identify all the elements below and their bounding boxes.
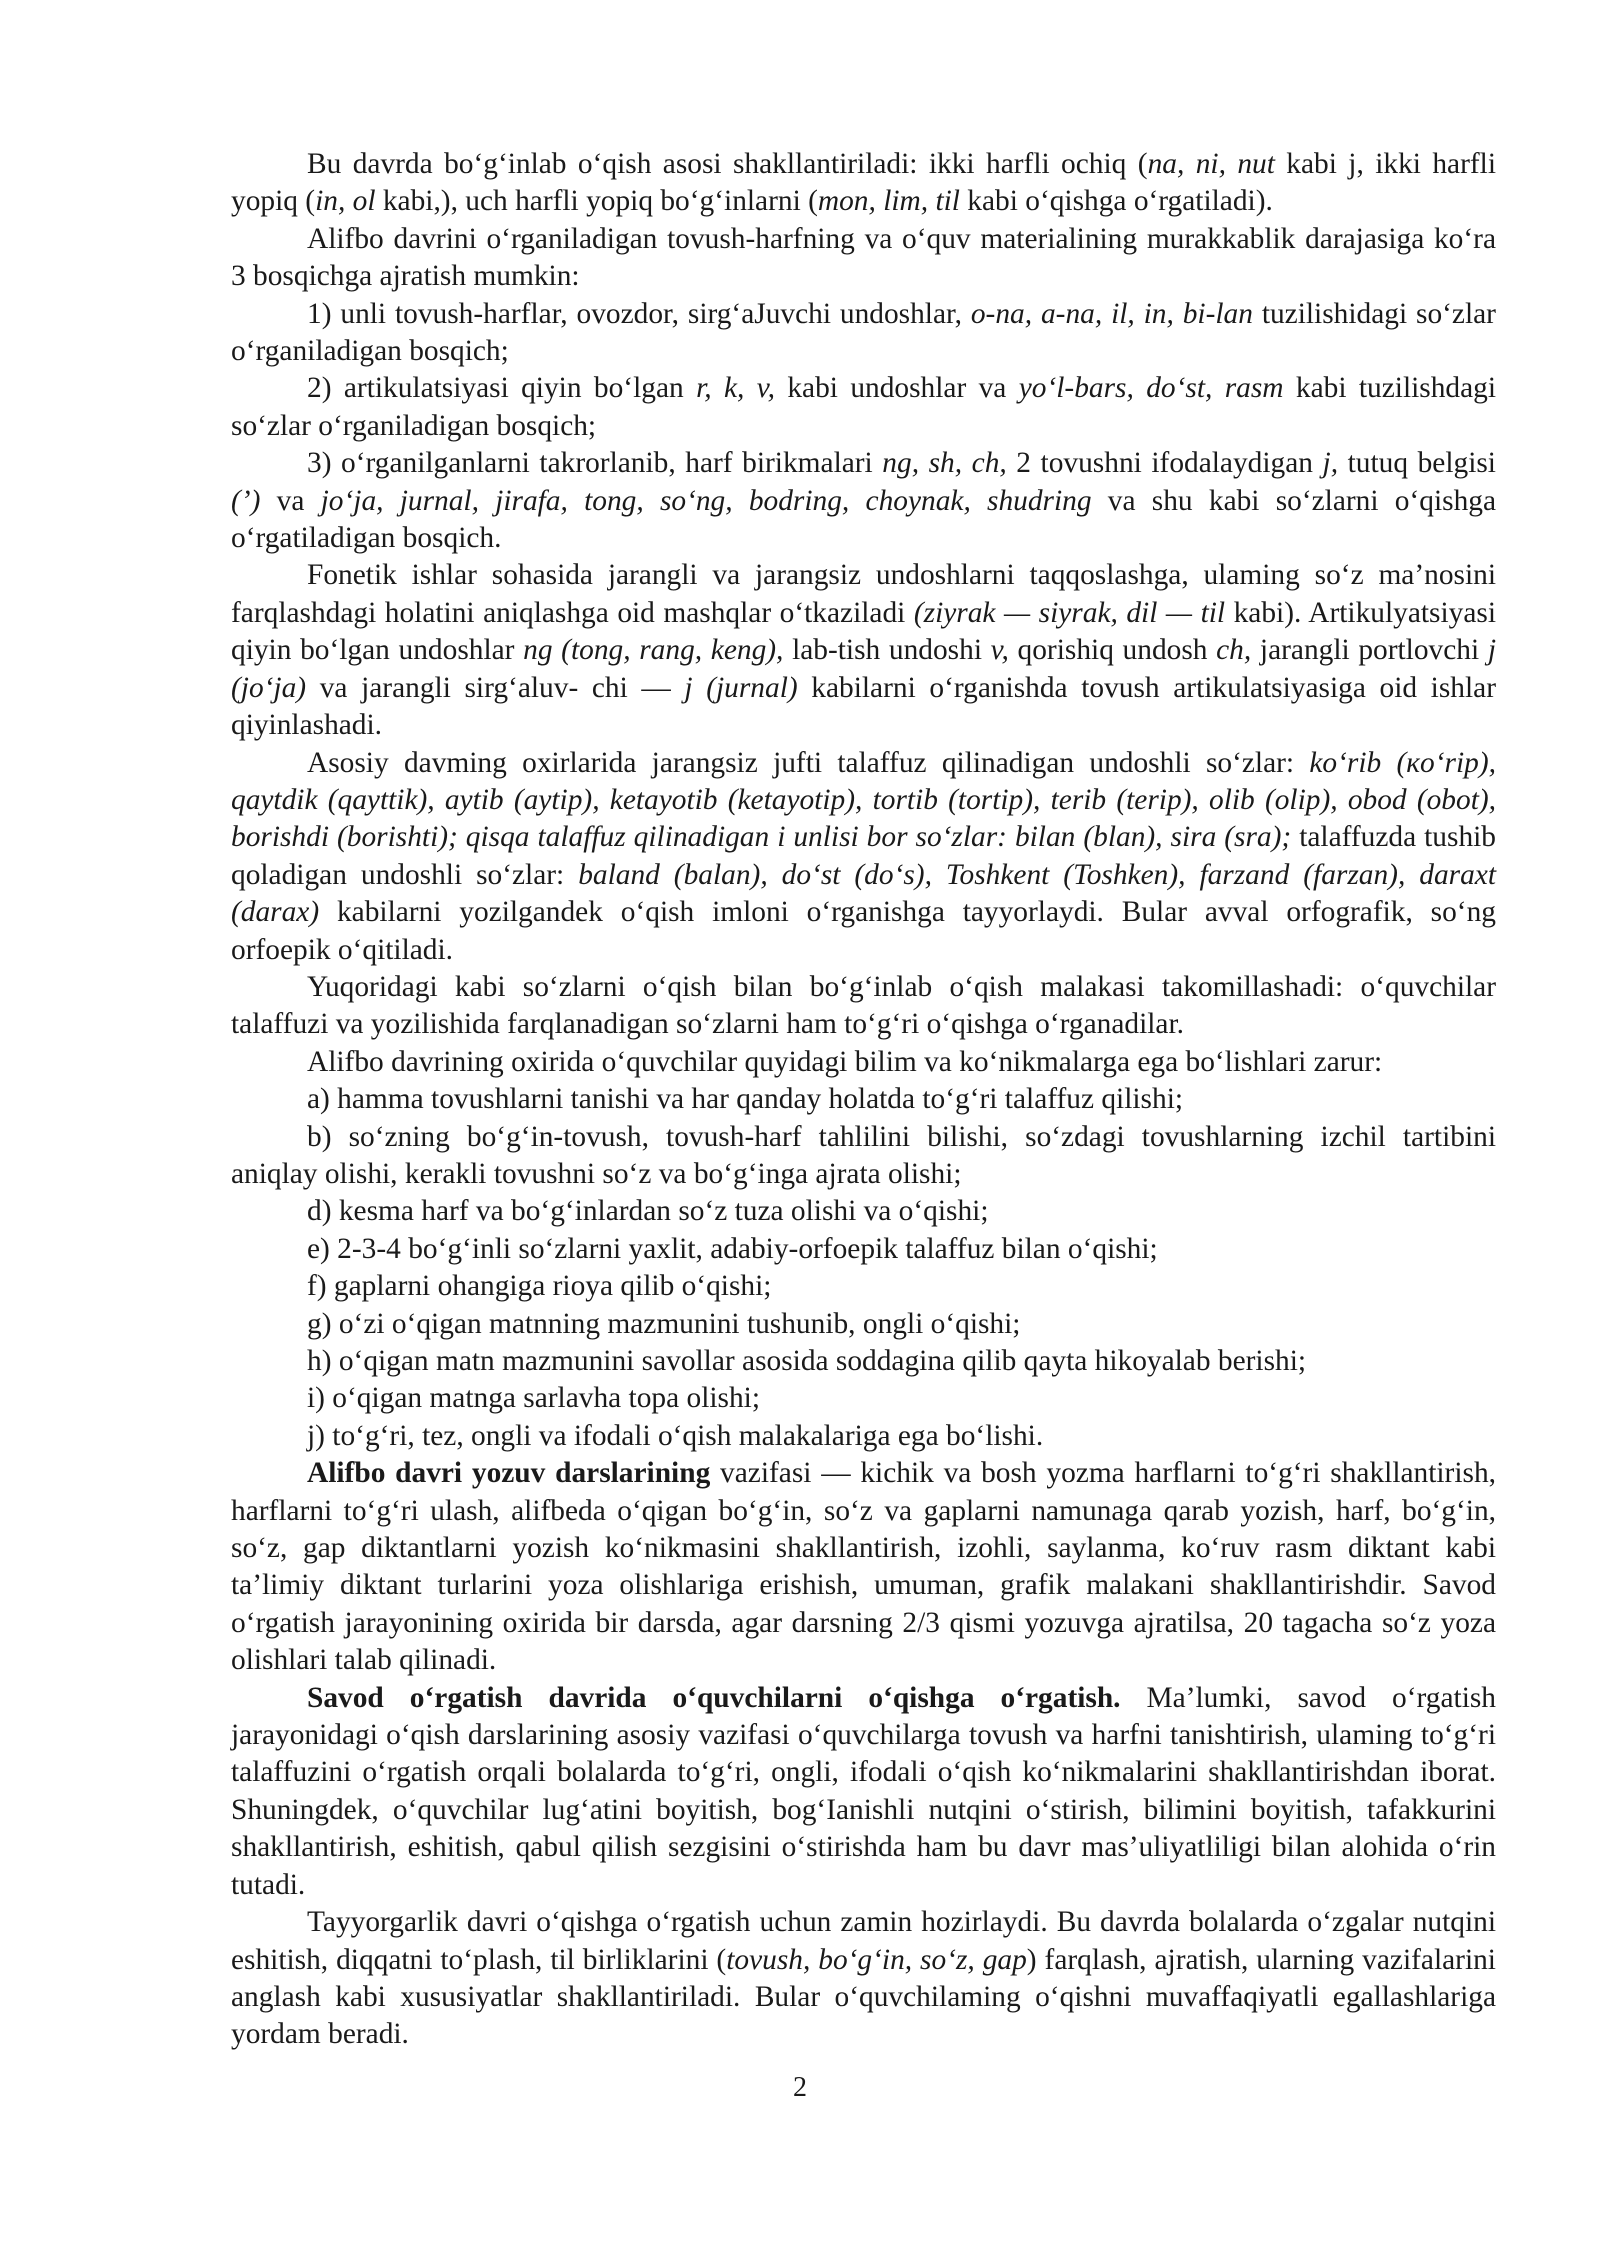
text-run: kabi undoshlar va <box>774 372 1019 405</box>
text-run: kabi j, ikki harfli yopiq ( <box>231 148 1497 218</box>
text-run: 2) artikulatsiyasi qiyin bo‘lgan <box>307 372 697 405</box>
text-run: kabi,), uch harfli yopiq bo‘g‘inlarni ( <box>375 185 818 218</box>
paragraph <box>231 1044 1496 1081</box>
paragraph <box>231 745 1496 969</box>
document-body <box>231 146 1496 2054</box>
text-run: 1) unli tovush-harflar, ovozdor, sirg‘aJuvchi undoshlar, <box>307 297 971 330</box>
text-run: e) 2-3-4 bo‘g‘inli so‘zlarni yaxlit, adabiy-orfoepik talaffuz bilan o‘qishi; <box>307 1232 1158 1265</box>
text-run: 2 tovushni ifodalaydigan <box>1006 447 1323 480</box>
paragraph <box>231 1193 1496 1230</box>
italic-run: j (jurnal) <box>684 671 798 704</box>
paragraph <box>231 221 1496 296</box>
paragraph <box>231 1343 1496 1380</box>
italic-run: baland (balan), do‘st (do‘s), Toshkent (Toshken), farzand (farzan), daraxt (darax) <box>231 858 1496 929</box>
bold-run: Savod o‘rgatish davrida o‘quvchilarni o‘qishga o‘rgatish. <box>307 1681 1121 1714</box>
paragraph <box>231 1904 1496 2054</box>
paragraph <box>231 1231 1496 1268</box>
paragraph <box>231 1418 1496 1455</box>
text-run: Alifbo davrini o‘rganiladigan tovush-harfning va o‘quv materialining murakkablik darajasiga ko‘ra 3 bosqichga ajratish mumkin: <box>231 222 1496 293</box>
text-run: g) o‘zi o‘qigan matnning mazmunini tushunib, ongli o‘qishi; <box>307 1307 1021 1340</box>
text-run: Asosiy davming oxirlarida jarangsiz jufti talaffuz qilinadigan undoshli so‘zlar: <box>307 746 1310 779</box>
text-run: kabilarni yozilgandek o‘qish imloni o‘rganishga tayyorlaydi. Bular avval orfografik, so‘ng orfoepik o‘qitiladi. <box>231 896 1496 966</box>
text-run: b) so‘zning bo‘g‘in-tovush, tovush-harf tahlilini bilishi, so‘zdagi tovushlarning izchil tartibini aniqlay olishi, kerakli tovushni so‘z va bo‘g‘inga ajrata olishi; <box>231 1120 1496 1190</box>
text-run: tuzilishidagi so‘zlar o‘rganiladigan bosqich; <box>231 297 1496 368</box>
paragraph <box>231 969 1496 1044</box>
text-run: qorishiq undosh <box>1008 634 1217 667</box>
italic-run: r, k, v, <box>696 372 775 405</box>
text-run: tutuq belgisi <box>1338 447 1496 480</box>
paragraph <box>231 1119 1496 1194</box>
text-run: j) to‘g‘ri, tez, ongli va ifodali o‘qish malakalariga ega bo‘lishi. <box>307 1419 1044 1452</box>
text-run: a) hamma tovushlarni tanishi va har qanday holatda to‘g‘ri talaffuz qilishi; <box>307 1083 1184 1116</box>
text-run: i) o‘qigan matnga sarlavha topa olishi; <box>307 1382 760 1415</box>
italic-run: mon, lim, til <box>817 185 960 218</box>
italic-run: (’) <box>231 484 261 517</box>
paragraph <box>231 1306 1496 1343</box>
italic-run: ng, sh, ch, <box>882 447 1007 480</box>
text-run: Tayyorgarlik davri o‘qishga o‘rgatish uchun zamin hozirlaydi. Bu davrda bolalarda o‘zgalar nutqini eshitish, diqqatni to‘plash, til birliklarini ( <box>231 1906 1496 1976</box>
text-run: kabi). Artikulyatsiyasi qiyin bo‘lgan undoshlar <box>231 596 1496 667</box>
paragraph <box>231 370 1496 445</box>
italic-run: (ziyrak — siyrak, dil — til <box>913 596 1226 629</box>
italic-run: o-na, a-na, il, in, bi-lan <box>970 297 1253 330</box>
text-run: Alifbo davrining oxirida o‘quvchilar quyidagi bilim va ko‘nikmalarga ega bo‘lishlari zarur: <box>307 1045 1383 1078</box>
text-run: vazifasi — kichik va bosh yozma harflarni to‘g‘ri shakllantirish, harflarni to‘g‘ri ulash, alifbeda o‘qigan bo‘g‘in, so‘z va gaplarni namunaga qarab yozish, harf, bo‘g‘in, so‘z, gap diktantlarni yozish ko‘nikmasini shakllantirish, izohli, saylanma, ko‘ruv rasm diktant kabi ta’limiy diktant turlarini yoza olishlariga erishish, umuman, grafik malakani shakllantirishdir. Savod o‘rgatish jarayonining oxirida bir darsda, agar darsning 2/3 qismi yozuvga ajratilsa, 20 tagacha so‘z yoza olishlari talab qilinadi. <box>231 1457 1496 1677</box>
paragraph <box>231 1268 1496 1305</box>
text-run: va jarangli sirg‘aluv- chi — <box>306 671 685 704</box>
italic-run: na, ni, nut <box>1147 148 1275 180</box>
page-number: 2 <box>793 2072 807 2103</box>
text-run: va <box>260 484 321 517</box>
italic-run: jo‘ja, jurnal, jirafa, tong, so‘ng, bodring, choynak, shudring <box>320 484 1092 517</box>
text-run: kabilarni o‘rganishda tovush artikulatsiyasiga oid ishlar qiyinlashadi. <box>231 671 1496 742</box>
text-run: Yuqoridagi kabi so‘zlarni o‘qish bilan bo‘g‘inlab o‘qish malakasi takomillashadi: o‘quvchilar talaffuzi va yozilishida farqlanadigan so‘zlarni ham to‘g‘ri o‘qishga o‘rganadilar. <box>231 970 1496 1041</box>
italic-run: v, <box>990 634 1009 667</box>
text-run: d) kesma harf va bo‘g‘inlardan so‘z tuza olishi va o‘qishi; <box>307 1195 989 1228</box>
paragraph <box>231 557 1496 744</box>
italic-run: in, ol <box>315 185 376 218</box>
text-run: h) o‘qigan matn mazmunini savollar asosida soddagina qilib qayta hikoyalab berishi; <box>307 1345 1307 1377</box>
text-run: ) farqlash, ajratish, ularning vazifalarini anglash kabi xususiyatlar shakllantiriladi. Bular o‘quvchilaming o‘qishni muvaffaqiyatli egallashlariga yordam beradi. <box>231 1943 1496 2051</box>
text-run: va shu kabi so‘zlarni o‘qishga o‘rgatiladigan bosqich. <box>231 484 1497 555</box>
text-run: talaffuzda tushib qoladigan undoshli so‘zlar: <box>231 821 1496 891</box>
italic-run: tovush, bo‘g‘in, so‘z, gap <box>726 1943 1027 1976</box>
italic-run: j (jo‘ja) <box>231 634 1496 704</box>
italic-run: ko‘rib (кo‘rip), qaytdik (qayttik), aytib (aytip), ketayotib (ketayotip), tortib (tortip), terib (terip), olib (olip), obod (obot), borishdi (borishti); qisqa talaffuz qilinadigan i unlisi bor so‘zlar: bilan (blan), sira (sra); <box>231 746 1496 854</box>
paragraph <box>231 146 1496 221</box>
text-run: f) gaplarni ohangiga rioya qilib o‘qishi; <box>307 1270 772 1303</box>
text-run: Ma’lumki, savod o‘rgatish jarayonidagi o‘qish darslarining asosiy vazifasi o‘quvchilarga tovush va harfni tanishtirish, ulaming to‘g‘ri talaffuzini o‘rgatish orqali bolalarda to‘g‘ri, ongli, ifodali o‘qish ko‘nikmalarini shakllantirishdan iborat. Shuningdek, o‘quvchilar lug‘atini boyitish, bog‘Ianishli nutqini o‘stirish, bilimini boyitish, tafakkurini shakllantirish, eshitish, qabul qilish sezgisini o‘stirishda ham bu davr mas’uliyatliligi bilan alohida o‘rin tutadi. <box>231 1681 1496 1901</box>
paragraph <box>231 296 1496 371</box>
italic-run: ng (tong, rang, keng), <box>523 634 784 667</box>
text-run: kabi o‘qishga o‘rgatiladi). <box>959 185 1273 218</box>
italic-run: j, <box>1322 447 1339 480</box>
text-run: Fonetik ishlar sohasida jarangli va jarangsiz undoshlarni taqqoslashga, ulaming so‘z ma’nosini farqlashdagi holatini aniqlashga oid mashqlar o‘tkaziladi <box>231 559 1496 629</box>
text-run: jarangli portlovchi <box>1251 634 1488 667</box>
paragraph <box>231 445 1496 557</box>
paragraph <box>231 1380 1496 1417</box>
italic-run: yo‘l-bars, do‘st, rasm <box>1018 372 1284 405</box>
bold-run: Alifbo davri yozuv darslarining <box>307 1457 711 1490</box>
paragraph <box>231 1680 1496 1904</box>
italic-run: ch, <box>1216 634 1252 667</box>
paragraph <box>231 1455 1496 1679</box>
paragraph <box>231 1081 1496 1118</box>
text-run: kabi tuzilishdagi so‘zlar o‘rganiladigan bosqich; <box>231 372 1497 442</box>
text-run: lab-tish undoshi <box>783 634 991 667</box>
text-run: Bu davrda bo‘g‘inlab o‘qish asosi shakllantiriladi: ikki harfli ochiq ( <box>307 148 1148 180</box>
text-run: 3) o‘rganilganlarni takrorlanib, harf birikmalari <box>307 447 883 480</box>
